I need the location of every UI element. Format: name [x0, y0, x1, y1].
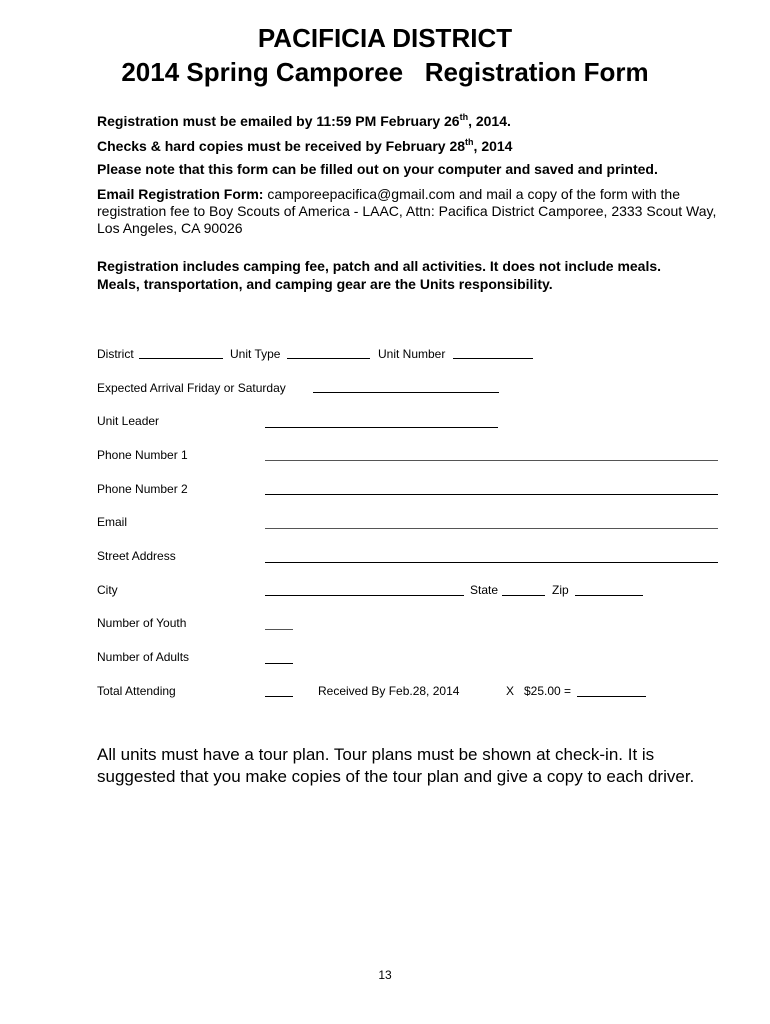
- includes-line1: Registration includes camping fee, patch and all activities. It does not include meals.: [97, 258, 662, 274]
- fillable-note: Please note that this form can be filled out on your computer and saved and printed.: [97, 161, 658, 177]
- email-instructions-text: camporeepacifica@gmail.com and mail a copy of the form with the registration fee to Boy Scouts of America - LAAC, Attn: Pacifica District Camporee, 2333 Scout Way, Los Angeles, CA 90026: [97, 186, 717, 236]
- fee-total-field[interactable]: [577, 696, 646, 697]
- email-field[interactable]: [265, 528, 718, 529]
- email-label: Email: [97, 515, 128, 529]
- unit-leader-field[interactable]: [265, 427, 498, 428]
- district-field[interactable]: [139, 358, 223, 359]
- phone1-label: Phone Number 1: [97, 448, 188, 462]
- arrival-label: Expected Arrival Friday or Saturday: [97, 381, 286, 395]
- mail-deadline-year: , 2014: [473, 138, 513, 154]
- form-title-line1: PACIFICIA DISTRICT: [257, 23, 513, 53]
- adults-label: Number of Adults: [97, 650, 190, 664]
- city-label: City: [97, 583, 118, 597]
- email-deadline-sup: th: [459, 112, 469, 122]
- email-deadline-year: , 2014.: [468, 113, 511, 129]
- adults-field[interactable]: [265, 663, 293, 664]
- district-label: District: [97, 347, 134, 361]
- zip-label: Zip: [552, 583, 569, 597]
- received-label: Received By Feb.28, 2014: [318, 684, 460, 698]
- unit-type-field[interactable]: [287, 358, 370, 359]
- zip-field[interactable]: [575, 595, 643, 596]
- email-instructions-label: Email Registration Form:: [97, 186, 264, 202]
- includes-line2: Meals, transportation, and camping gear are the Units responsibility.: [97, 276, 553, 292]
- mail-deadline-sup: th: [465, 137, 474, 147]
- phone2-label: Phone Number 2: [97, 482, 188, 496]
- street-field[interactable]: [265, 562, 718, 563]
- unit-leader-label: Unit Leader: [97, 414, 160, 428]
- email-deadline: [97, 113, 511, 130]
- form-title-line2: 2014 Spring Camporee Registration Form: [121, 57, 649, 87]
- youth-label: Number of Youth: [97, 616, 187, 630]
- arrival-field[interactable]: [313, 392, 499, 393]
- email-instructions: [97, 186, 737, 237]
- unit-type-label: Unit Type: [230, 347, 281, 361]
- youth-field[interactable]: [265, 629, 293, 630]
- page-number: 13: [378, 968, 392, 982]
- city-field[interactable]: [265, 595, 464, 596]
- state-label: State: [470, 583, 499, 597]
- unit-number-field[interactable]: [453, 358, 533, 359]
- tour-plan-note: All units must have a tour plan. Tour plans must be shown at check-in. It is suggested that you make copies of the tour plan and give a copy to each driver.: [97, 745, 695, 786]
- unit-number-label: Unit Number: [378, 347, 446, 361]
- state-field[interactable]: [502, 595, 545, 596]
- total-label: Total Attending: [97, 684, 176, 698]
- fee-label: X $25.00 =: [506, 684, 572, 698]
- mail-deadline: [97, 138, 512, 155]
- mail-deadline-text: Checks & hard copies must be received by February 28: [97, 138, 466, 154]
- email-deadline-text: Registration must be emailed by 11:59 PM February 26: [97, 113, 460, 129]
- phone2-field[interactable]: [265, 494, 718, 495]
- phone1-field[interactable]: [265, 460, 718, 461]
- street-label: Street Address: [97, 549, 176, 563]
- total-field[interactable]: [265, 696, 293, 697]
